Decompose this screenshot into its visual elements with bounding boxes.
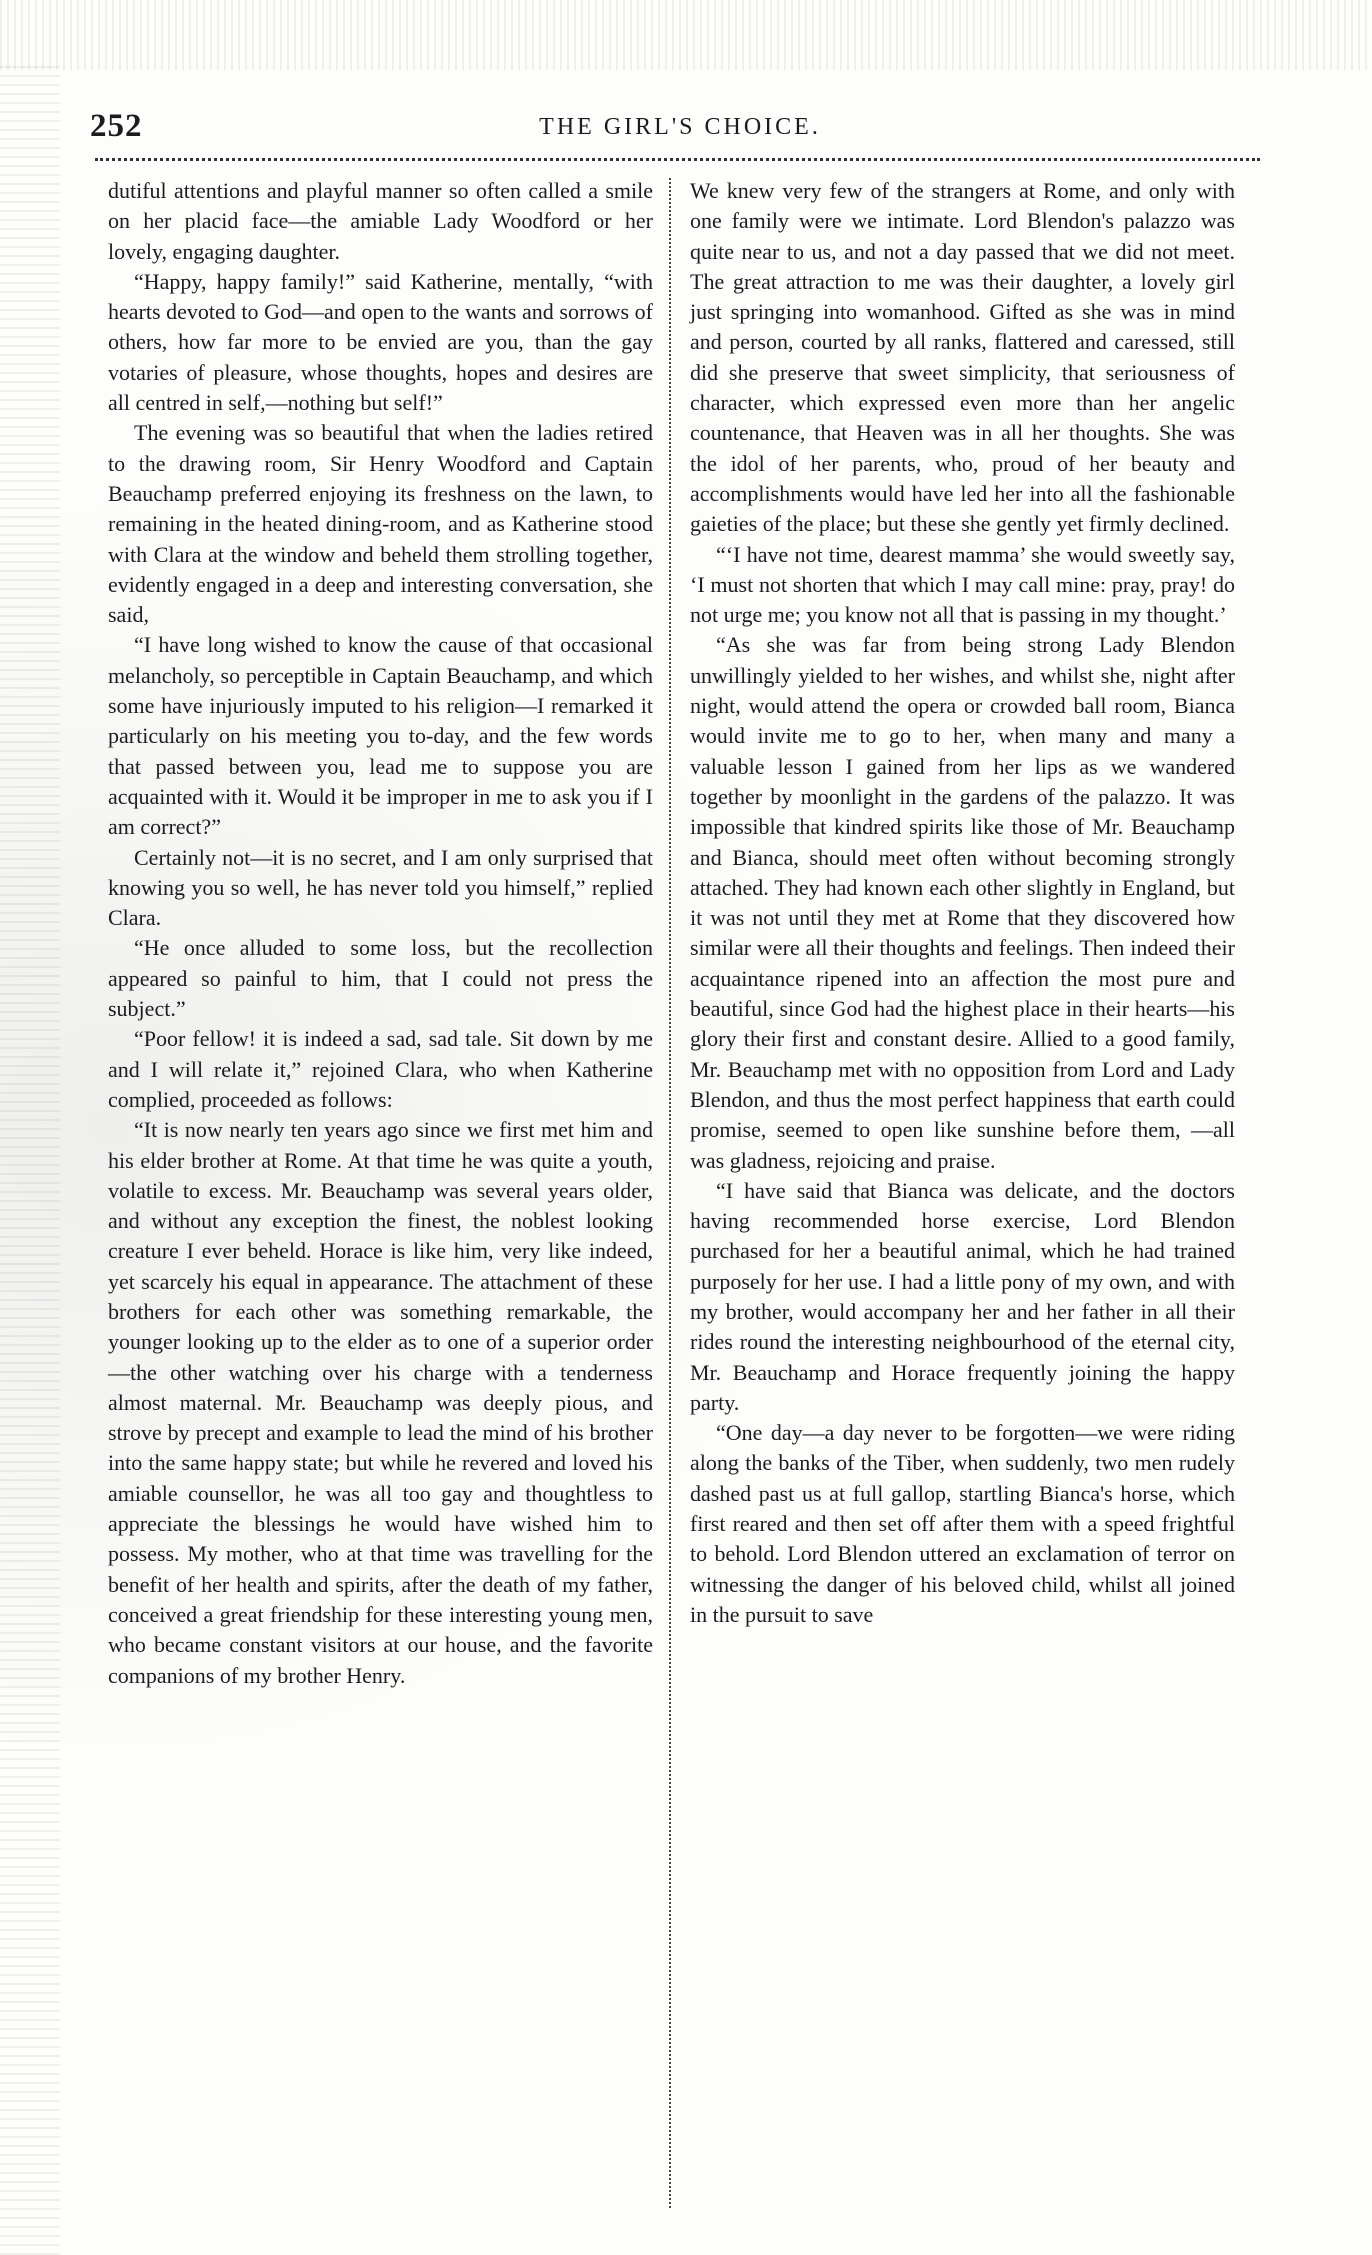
paragraph: “As she was far from being strong Lady Blendon unwillingly yielded to her wishes, and whilst she, night after night, would attend the opera or crowded ball room, Bianca would invite me to go to her, when many and many a valuable lesson I gained from her lips as we wandered together by moonlight in the gardens of the palazzo. It was impossible that kindred spirits like those of Mr. Beauchamp and Bianca, should meet often without becoming strongly attached. They had known each other slightly in England, but it was not until they met at Rome that they discovered how similar were all their thoughts and feelings. Then indeed their acquaintance ripened into an affection the most pure and beautiful, since God had the highest place in their hearts—his glory their first and constant desire. Allied to a good family, Mr. Beauchamp met with no opposition from Lord and Lady Blendon, and thus the most perfect happiness that earth could promise, seemed to open like sunshine before them, —all was gladness, rejoicing and praise. (690, 632, 1235, 1173)
page-number: 252 (90, 108, 143, 144)
paragraph: dutiful attentions and playful manner so often called a smile on her placid face—the amiable Lady Woodford or her lovely, engaging daughter. (108, 178, 653, 264)
header-rule (95, 158, 1260, 161)
paragraph: “Happy, happy family!” said Katherine, mentally, “with hearts devoted to God—and open to the wants and sorrows of others, how far more to be envied are you, than the gay votaries of pleasure, whose thoughts, hopes and desires are all centred in self,—nothing but self!” (108, 268, 653, 416)
paragraph: “Poor fellow! it is indeed a sad, sad tale. Sit down by me and I will relate it,” rejoined Clara, who when Katherine complied, proceeded as follows: (108, 1026, 653, 1112)
running-title: THE GIRL'S CHOICE. (539, 114, 821, 140)
paragraph: “He once alluded to some loss, but the recollection appeared so painful to him, that I could not press the subject.” (108, 935, 653, 1022)
left-column (108, 176, 653, 1691)
paragraph: “One day—a day never to be forgotten—we were riding along the banks of the Tiber, when suddenly, two men rudely dashed past us at full gallop, startling Bianca's horse, which first reared and then set off after them with a speed frightful to behold. Lord Blendon uttered an exclamation of terror on witnessing the danger of his beloved child, whilst all joined in the pursuit to save (690, 1420, 1235, 1627)
paragraph: “I have said that Bianca was delicate, and the doctors having recommended horse exercise, Lord Blendon purchased for her a beautiful animal, which he had trained purposely for her use. I had a little pony of my own, and with my brother, would accompany her and her father in all their rides round the interesting neighbourhood of the eternal city, Mr. Beauchamp and Horace frequently joining the happy party. (690, 1177, 1235, 1415)
scan-noise-left (0, 60, 60, 2255)
paragraph: We knew very few of the strangers at Rome, and only with one family were we intimate. Lord Blendon's palazzo was quite near to us, and not a day passed that we did not meet. The great attraction to me was their daughter, a lovely girl just springing into womanhood. Gifted as she was in mind and person, courted by all ranks, flattered and caressed, still did she preserve that sweet simplicity, that seriousness of character, which expressed even more than her angelic countenance, that Heaven was in all her thoughts. She was the idol of her parents, who, proud of her beauty and accomplishments would have led her into all the fashionable gaieties of the place; but these she gently yet firmly declined. (690, 178, 1235, 537)
column-divider (669, 178, 671, 2208)
paragraph: “It is now nearly ten years ago since we first met him and his elder brother at Rome. At that time he was quite a youth, volatile to excess. Mr. Beauchamp was several years older, and without any exception the finest, the noblest looking creature I ever beheld. Horace is like him, very like indeed, yet scarcely his equal in appearance. The attachment of these brothers for each other was something remarkable, the younger looking up to the elder as to one of a superior order—the other watching over his charge with a tenderness almost maternal. Mr. Beauchamp was deeply pious, and strove by precept and example to lead the mind of his brother into the same happy state; but while he revered and loved his amiable counsellor, he was all too gay and thoughtless to appreciate the blessings he would have wished him to possess. My mother, who at that time was travelling for the benefit of her health and spirits, after the death of my father, conceived a great friendship for these interesting young men, who became constant visitors at our house, and the favorite companions of my brother Henry. (108, 1117, 653, 1688)
paragraph: “I have long wished to know the cause of that occasional melancholy, so perceptible in Captain Beauchamp, and which some have injuriously imputed to his religion—I remarked it particularly on his meeting you to-day, and the few words that passed between you, lead me to suppose you are acquainted with it. Would it be improper in me to ask you if I am correct?” (108, 632, 653, 840)
page-header (90, 108, 1270, 152)
paragraph: The evening was so beautiful that when the ladies retired to the drawing room, Sir Henry Woodford and Captain Beauchamp preferred enjoying its freshness on the lawn, to remaining in the heated dining-room, and as Katherine stood with Clara at the window and beheld them strolling together, evidently engaged in a deep and interesting conversation, she said, (108, 420, 653, 628)
paragraph: “‘I have not time, dearest mamma’ she would sweetly say, ‘I must not shorten that which I may call mine: pray, pray! do not urge me; you know not all that is passing in my thought.’ (690, 541, 1235, 628)
scan-noise-top (0, 0, 1372, 70)
right-column (690, 176, 1235, 1630)
paragraph: Certainly not—it is no secret, and I am only surprised that knowing you so well, he has never told you himself,” replied Clara. (108, 844, 653, 931)
